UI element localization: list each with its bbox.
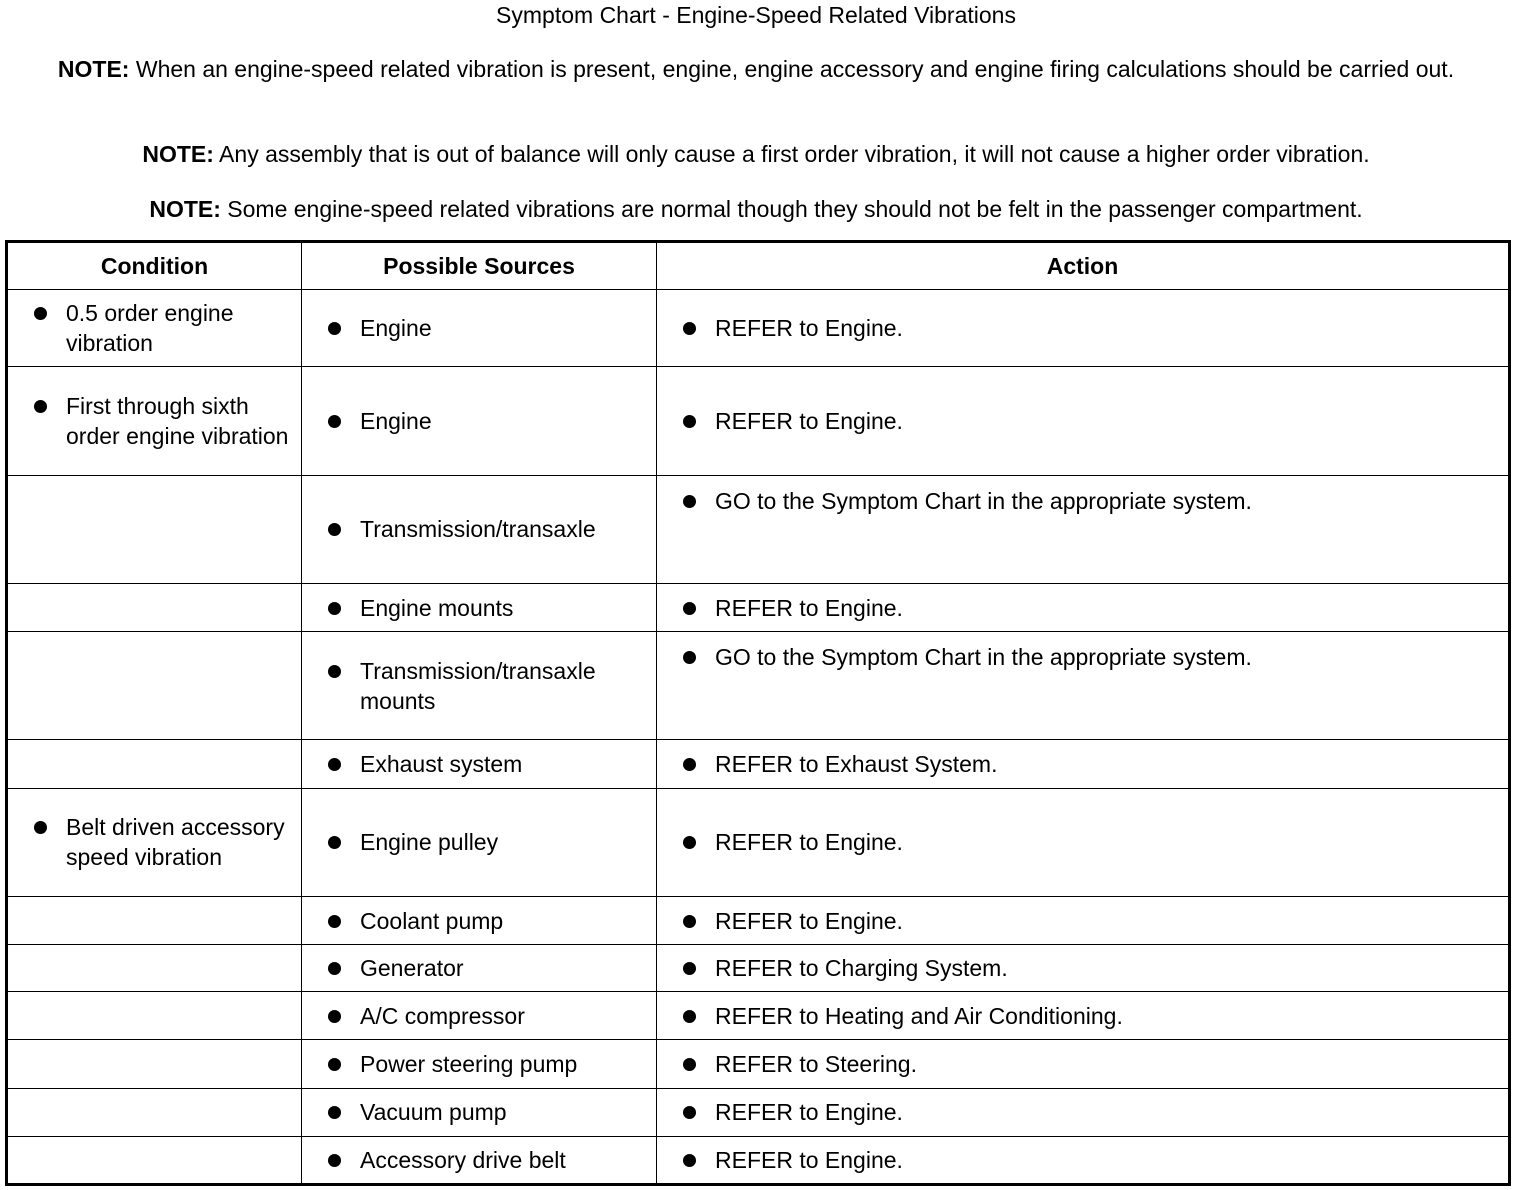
action-text: REFER to Steering. [657, 1049, 1508, 1079]
source-text: Transmission/transaxle [302, 514, 656, 544]
condition-cell [7, 367, 302, 475]
table-row [7, 740, 1510, 788]
source-text: Engine pulley [302, 827, 656, 857]
condition-cell [7, 897, 302, 945]
note-text: Any assembly that is out of balance will only cause a first order vibration, it will not cause a higher order vibration. [213, 141, 1370, 167]
action-text: REFER to Engine. [657, 313, 1508, 343]
table-row [7, 475, 1510, 583]
action-cell [657, 1088, 1510, 1136]
condition-cell [7, 992, 302, 1040]
condition-text: 0.5 order engine vibration [8, 298, 301, 358]
source-cell [302, 583, 657, 631]
table-header-row [7, 242, 1510, 290]
note-text: Some engine-speed related vibrations are normal though they should not be felt in the passenger compartment. [220, 196, 1363, 222]
action-cell [657, 632, 1510, 740]
header-action: Action [657, 242, 1510, 290]
note-text: When an engine-speed related vibration is present, engine, engine accessory and engine firing calculations should be carried out. [129, 56, 1455, 82]
source-text: Generator [302, 953, 656, 983]
source-text: Accessory drive belt [302, 1145, 656, 1175]
source-text: Engine [302, 406, 656, 436]
condition-cell [7, 1136, 302, 1184]
source-cell [302, 1088, 657, 1136]
condition-text: First through sixth order engine vibration [8, 391, 301, 451]
source-text: Transmission/transaxle mounts [302, 656, 656, 716]
action-cell [657, 740, 1510, 788]
action-cell [657, 475, 1510, 583]
header-condition: Condition [7, 242, 302, 290]
table-row [7, 897, 1510, 945]
note-1 [14, 55, 1498, 84]
source-cell [302, 897, 657, 945]
action-cell [657, 1136, 1510, 1184]
source-text: Exhaust system [302, 749, 656, 779]
header-possible-sources: Possible Sources [302, 242, 657, 290]
source-text: Power steering pump [302, 1049, 656, 1079]
source-cell [302, 475, 657, 583]
page-title: Symptom Chart - Engine-Speed Related Vibrations [496, 2, 1016, 28]
condition-text: Belt driven accessory speed vibration [8, 812, 301, 872]
action-cell [657, 583, 1510, 631]
action-text: REFER to Engine. [657, 827, 1508, 857]
table-row [7, 992, 1510, 1040]
table-row [7, 945, 1510, 992]
action-cell [657, 897, 1510, 945]
action-text: REFER to Heating and Air Conditioning. [657, 1001, 1508, 1031]
source-cell [302, 367, 657, 475]
table-row [7, 1136, 1510, 1184]
action-text: REFER to Engine. [657, 906, 1508, 936]
source-cell [302, 632, 657, 740]
action-cell [657, 290, 1510, 367]
action-text: REFER to Engine. [657, 593, 1508, 623]
action-text: REFER to Engine. [657, 1097, 1508, 1127]
source-text: Vacuum pump [302, 1097, 656, 1127]
condition-cell [7, 740, 302, 788]
action-text: GO to the Symptom Chart in the appropriate system. [657, 642, 1508, 672]
source-text: Engine [302, 313, 656, 343]
action-text: REFER to Exhaust System. [657, 749, 1508, 779]
source-text: Engine mounts [302, 593, 656, 623]
source-cell [302, 945, 657, 992]
table-row [7, 367, 1510, 475]
table-row [7, 1040, 1510, 1088]
note-label: NOTE: [57, 56, 130, 82]
source-cell [302, 992, 657, 1040]
condition-cell [7, 788, 302, 896]
source-cell [302, 1040, 657, 1088]
action-cell [657, 367, 1510, 475]
condition-cell [7, 1088, 302, 1136]
action-cell [657, 788, 1510, 896]
symptom-table [5, 240, 1511, 1186]
action-cell [657, 1040, 1510, 1088]
table-row [7, 632, 1510, 740]
condition-cell [7, 1040, 302, 1088]
source-cell [302, 740, 657, 788]
note-3 [14, 195, 1498, 224]
action-text: REFER to Engine. [657, 406, 1508, 436]
note-label: NOTE: [149, 196, 221, 222]
source-cell [302, 290, 657, 367]
table-row [7, 290, 1510, 367]
note-label: NOTE: [142, 141, 214, 167]
condition-cell [7, 632, 302, 740]
source-cell [302, 1136, 657, 1184]
table-row [7, 583, 1510, 631]
condition-cell [7, 475, 302, 583]
action-cell [657, 992, 1510, 1040]
table-row [7, 788, 1510, 896]
source-cell [302, 788, 657, 896]
condition-cell [7, 290, 302, 367]
source-text: A/C compressor [302, 1001, 656, 1031]
condition-cell [7, 945, 302, 992]
action-text: GO to the Symptom Chart in the appropriate system. [657, 486, 1508, 516]
condition-cell [7, 583, 302, 631]
note-2 [14, 140, 1498, 169]
action-text: REFER to Engine. [657, 1145, 1508, 1175]
source-text: Coolant pump [302, 906, 656, 936]
action-text: REFER to Charging System. [657, 953, 1508, 983]
table-row [7, 1088, 1510, 1136]
action-cell [657, 945, 1510, 992]
